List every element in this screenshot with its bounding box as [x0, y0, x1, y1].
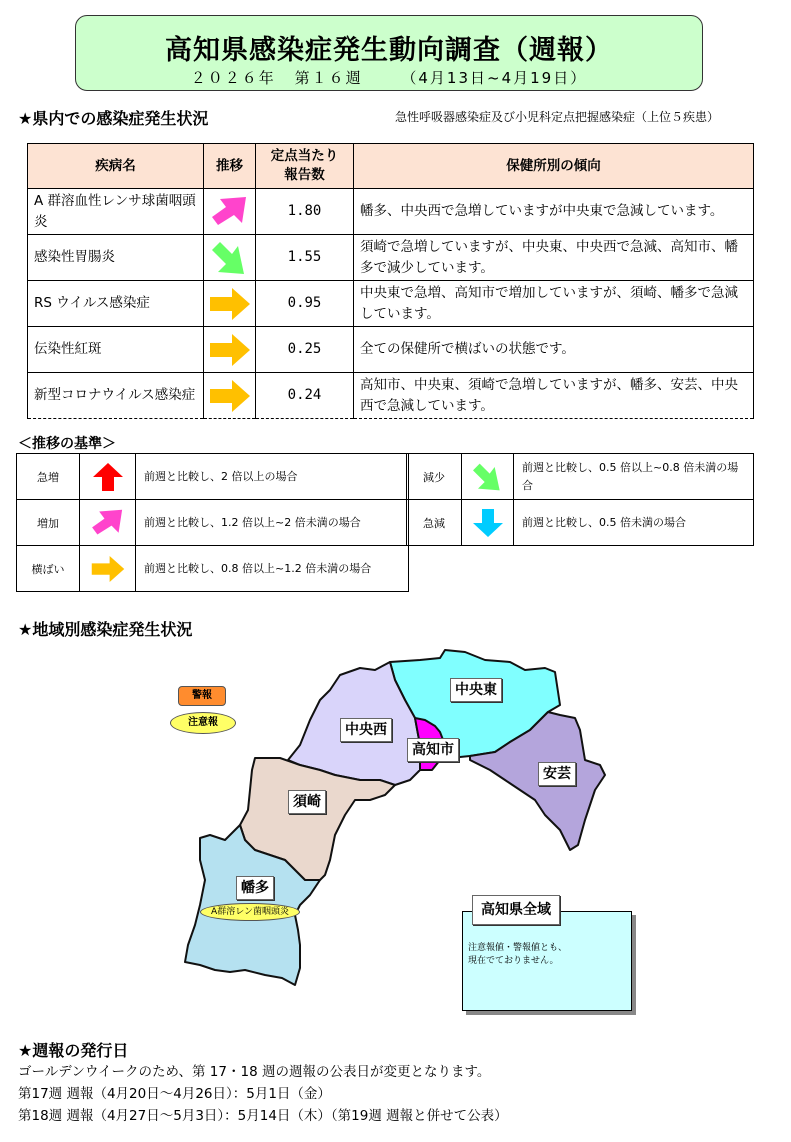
col-by-health-center: 保健所別の傾向	[354, 144, 754, 189]
disease-name: 新型コロナウイルス感染症	[28, 373, 204, 419]
trend-criteria-table-right	[406, 453, 754, 546]
table-row	[28, 327, 754, 373]
disease-name: 伝染性紅斑	[28, 327, 204, 373]
publication-week18: 第18週 週報（4月27日～5月3日）：5月14日（木）（第19週 週報と併せて公表）	[18, 1108, 508, 1124]
report-date-range: （4月13日~4月19日）	[401, 69, 588, 87]
disease-table	[27, 143, 754, 419]
prefecture-summary-text: 注意報値・警報値とも、 現在でておりません。	[468, 943, 568, 966]
rate-value: 0.95	[256, 281, 354, 327]
trend-description: 高知市、中央東、須崎で急増していますが、幡多、安芸、中央西で急減しています。	[354, 373, 754, 419]
col-disease-name: 疾病名	[28, 144, 204, 189]
arrow-down-right-green-icon	[473, 462, 503, 492]
publication-note: ゴールデンウイークのため、第 17・18 週の週報の公表日が変更となります。	[18, 1064, 491, 1080]
report-period	[76, 67, 702, 88]
legend-description: 前週と比較し、1.2 倍以上~2 倍未満の場合	[136, 500, 409, 546]
map-label-chuo-higashi: 中央東	[450, 678, 502, 702]
map-legend-warning: 警報	[178, 686, 226, 706]
trend-description: 全ての保健所で横ばいの状態です。	[354, 327, 754, 373]
map-legend-caution: 注意報	[170, 712, 236, 734]
rate-value: 0.25	[256, 327, 354, 373]
arrow-down-blue-icon	[473, 509, 503, 537]
legend-description: 前週と比較し、0.5 倍以上~0.8 倍未満の場合	[514, 454, 754, 500]
rate-value: 1.55	[256, 235, 354, 281]
legend-label: 横ばい	[17, 546, 80, 592]
trend-criteria-table-left	[16, 453, 409, 592]
report-title-box	[75, 15, 703, 91]
col-rate-per-sentinel: 定点当たり 報告数	[256, 144, 354, 189]
trend-description: 須崎で急増していますが、中央東、中央西で急減、高知市、幡多で減少しています。	[354, 235, 754, 281]
arrow-up-right-magenta-icon	[92, 508, 124, 538]
legend-label: 急減	[407, 500, 462, 546]
report-title: 高知県感染症発生動向調査（週報）	[165, 35, 613, 66]
legend-row	[17, 500, 409, 546]
region-alert-badge: A群溶レン菌咽頭炎	[200, 903, 300, 921]
arrow-right-yellow-icon	[210, 380, 250, 412]
arrow-right-yellow-icon	[210, 288, 250, 320]
table-row	[28, 281, 754, 327]
section-heading-publication-dates: ★週報の発行日	[18, 1041, 129, 1060]
prefecture-summary-title: 高知県全域	[472, 895, 560, 925]
table-row	[28, 235, 754, 281]
report-year: ２０２６年	[190, 69, 276, 87]
map-label-aki: 安芸	[538, 762, 576, 786]
legend-label: 増加	[17, 500, 80, 546]
legend-description: 前週と比較し、0.8 倍以上~1.2 倍未満の場合	[136, 546, 409, 592]
col-trend: 推移	[204, 144, 256, 189]
table-header-row	[28, 144, 754, 189]
arrow-right-yellow-icon	[90, 556, 126, 582]
legend-row	[17, 546, 409, 592]
arrow-up-right-magenta-icon	[212, 195, 248, 229]
legend-row	[17, 454, 409, 500]
section-note-top5: 急性呼吸器感染症及び小児科定点把握感染症（上位５疾患）	[395, 110, 720, 124]
trend-description: 幡多、中央西で急増していますが中央東で急減しています。	[354, 189, 754, 235]
map-label-susaki: 須崎	[288, 790, 326, 814]
disease-name: RS ウイルス感染症	[28, 281, 204, 327]
arrow-down-right-green-icon	[212, 240, 248, 276]
legend-description: 前週と比較し、0.5 倍未満の場合	[514, 500, 754, 546]
publication-week17: 第17週 週報（4月20日～4月26日）：5月1日（金）	[18, 1086, 331, 1102]
map-label-kochi-city: 高知市	[407, 738, 459, 762]
legend-row	[407, 500, 754, 546]
legend-row	[407, 454, 754, 500]
arrow-up-red-icon	[93, 463, 123, 491]
report-week: 第１６週	[294, 69, 363, 87]
trend-description: 中央東で急増、高知市で増加していますが、須崎、幡多で急減しています。	[354, 281, 754, 327]
disease-name: 感染性胃腸炎	[28, 235, 204, 281]
table-row	[28, 373, 754, 419]
section-heading-regional-status: ★地域別感染症発生状況	[18, 620, 193, 639]
section-heading-prefecture-status: ★県内での感染症発生状況	[18, 109, 209, 128]
disease-name: A 群溶血性レンサ球菌咽頭炎	[28, 189, 204, 235]
legend-description: 前週と比較し、2 倍以上の場合	[136, 454, 409, 500]
rate-value: 0.24	[256, 373, 354, 419]
legend-label: 急増	[17, 454, 80, 500]
map-label-chuo-nishi: 中央西	[340, 718, 392, 742]
rate-value: 1.80	[256, 189, 354, 235]
arrow-right-yellow-icon	[210, 334, 250, 366]
trend-criteria-heading: ＜推移の基準＞	[18, 436, 116, 452]
legend-label: 減少	[407, 454, 462, 500]
map-label-hata: 幡多	[236, 876, 274, 900]
table-row	[28, 189, 754, 235]
